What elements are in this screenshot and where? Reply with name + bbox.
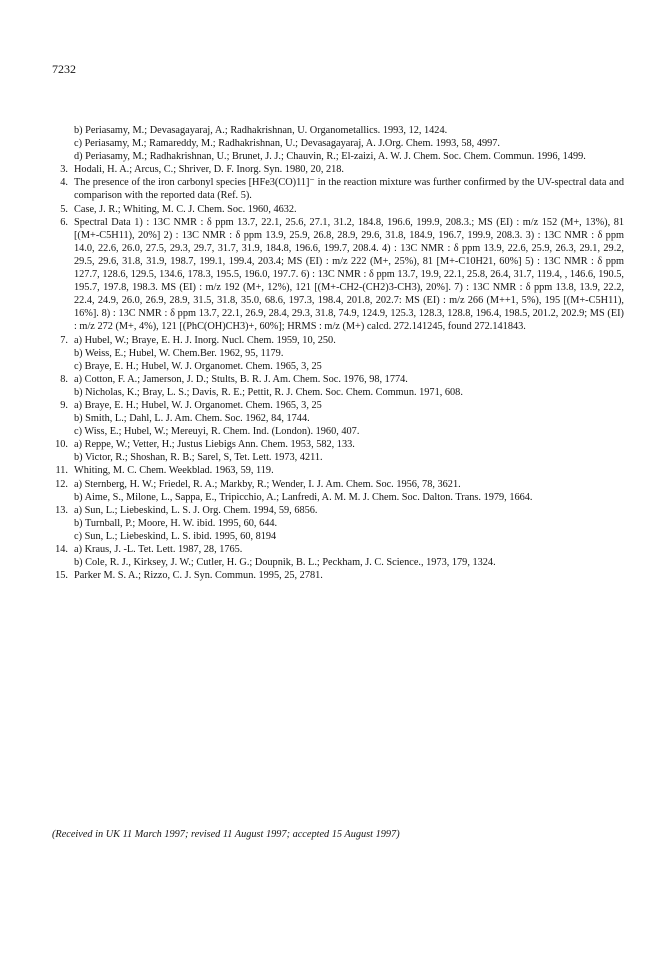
reference-entry: a) Sternberg, H. W.; Friedel, R. A.; Markby, R.; Wender, I. J. Am. Chem. Soc. 1956, 78, 3621. — [74, 478, 461, 490]
reference-number: 6. — [60, 216, 68, 228]
reference-item — [52, 373, 624, 399]
reference-entry: b) Victor, R.; Shoshan, R. B.; Sarel, S, Tet. Lett. 1973, 4211. — [74, 452, 323, 464]
reference-list — [52, 124, 624, 582]
reference-entry: a) Hubel, W.; Braye, E. H. J. Inorg. Nucl. Chem. 1959, 10, 250. — [74, 334, 336, 346]
reference-entry: b) Aime, S., Milone, L., Sappa, E., Tripicchio, A.; Lanfredi, A. M. M. J. Chem. Soc. Dalton. Trans. 1979, 1664. — [74, 491, 533, 503]
reference-body — [74, 124, 624, 163]
reference-number: 12. — [55, 478, 68, 490]
reference-item — [52, 176, 624, 202]
reference-item — [52, 504, 624, 543]
reference-item — [52, 203, 624, 216]
reference-item — [52, 438, 624, 464]
reference-entry: a) Braye, E. H.; Hubel, W. J. Organomet. Chem. 1965, 3, 25 — [74, 399, 322, 411]
reference-entry: b) Nicholas, K.; Bray, L. S.; Davis, R. E.; Pettit, R. J. Chem. Soc. Chem. Commun. 1971, 608. — [74, 386, 463, 398]
reference-entry: Hodali, H. A.; Arcus, C.; Shriver, D. F. Inorg. Syn. 1980, 20, 218. — [74, 164, 345, 176]
reference-body — [74, 176, 624, 202]
reference-entry: a) Cotton, F. A.; Jamerson, J. D.; Stults, B. R. J. Am. Chem. Soc. 1976, 98, 1774. — [74, 373, 408, 385]
reference-item — [52, 334, 624, 373]
reference-body — [74, 543, 624, 569]
reference-entry: Parker M. S. A.; Rizzo, C. J. Syn. Commun. 1995, 25, 2781. — [74, 570, 323, 582]
reference-number: 15. — [55, 570, 68, 582]
reference-item — [52, 478, 624, 504]
reference-item — [52, 543, 624, 569]
reference-item — [52, 399, 624, 438]
reference-body — [74, 504, 624, 543]
reference-entry: a) Sun, L.; Liebeskind, L. S. J. Org. Chem. 1994, 59, 6856. — [74, 504, 318, 516]
reference-entry: Whiting, M. C. Chem. Weekblad. 1963, 59, 119. — [74, 465, 274, 477]
reference-entry: a) Reppe, W.; Vetter, H.; Justus Liebigs Ann. Chem. 1953, 582, 133. — [74, 439, 355, 451]
reference-number: 8. — [60, 373, 68, 385]
reference-number: 5. — [60, 203, 68, 215]
reference-entry: Case, J. R.; Whiting, M. C. J. Chem. Soc. 1960, 4632. — [74, 203, 297, 215]
reference-entry: The presence of the iron carbonyl species [HFe3(CO)11]⁻ in the reaction mixture was further confirmed by the UV-spectral data and comparison with the reported data (Ref. 5). — [74, 177, 624, 202]
reference-item — [52, 464, 624, 477]
reference-number: 10. — [55, 439, 68, 451]
reference-entry: b) Cole, R. J., Kirksey, J. W.; Cutler, H. G.; Doupnik, B. L.; Peckham, J. C. Science., 1973, 179, 1324. — [74, 557, 496, 569]
reference-number — [52, 124, 74, 163]
reference-item — [52, 216, 624, 334]
reference-body — [74, 216, 624, 334]
reference-entry: c) Wiss, E.; Hubel, W.; Mereuyi, R. Chem. Ind. (London). 1960, 407. — [74, 426, 360, 438]
reference-item — [52, 569, 624, 582]
reference-body — [74, 203, 624, 216]
reference-body — [74, 334, 624, 373]
reference-body — [74, 399, 624, 438]
reference-entry: c) Sun, L.; Liebeskind, L. S. ibid. 1995, 60, 8194 — [74, 530, 277, 542]
reference-body — [74, 373, 624, 399]
reference-entry: b) Turnball, P.; Moore, H. W. ibid. 1995, 60, 644. — [74, 517, 278, 529]
reference-body — [74, 464, 624, 477]
reference-entry: a) Kraus, J. -L. Tet. Lett. 1987, 28, 1765. — [74, 544, 243, 555]
reference-number: 3. — [60, 164, 68, 176]
reference-body — [74, 569, 624, 582]
reference-body — [74, 478, 624, 504]
reference-number: 9. — [60, 399, 68, 411]
reference-number: 14. — [55, 544, 68, 555]
reference-body — [74, 163, 624, 176]
reference-number: 11. — [55, 465, 68, 477]
reference-number: 4. — [60, 177, 68, 189]
reference-entry: b) Weiss, E.; Hubel, W. Chem.Ber. 1962, 95, 1179. — [74, 347, 284, 359]
reference-entry: d) Periasamy, M.; Radhakrishnan, U.; Brunet, J. J.; Chauvin, R.; El-zaizi, A. W. J. Chem. Soc. Chem. Commun. 1996, 1499. — [74, 151, 586, 163]
page-number: 7232 — [52, 62, 76, 76]
reference-number: 13. — [55, 504, 68, 516]
reference-item — [52, 124, 624, 163]
reference-entry: b) Periasamy, M.; Devasagayaraj, A.; Radhakrishnan, U. Organometallics. 1993, 12, 1424. — [74, 125, 448, 136]
reference-entry: Spectral Data 1) : 13C NMR : δ ppm 13.7, 22.1, 25.6, 27.1, 31.2, 184.8, 196.6, 199.9, 208.3.; MS (EI) : m/z 152 (M+, 13%), 81 [(M+-C5H11), 20%] 2) : 13C NMR : δ ppm 13.9, 25.9, 26.8, 28.9, 29.6, 31.8, 184.9, 196.7, 199.9, 208.3. 3) : 13C NMR : δ ppm 14.0, 22.6, 26.0, 27.5, 29.3, 29.7, 31.7, 31.9, 184.8, 196.6, 199.7, 208.4. 4) : 13C NMR : δ ppm 13.9, 22.6, 25.9, 26.3, 29.1, 29.2, 29.5, 29.6, 31.8, 31.9, 198.7, 199.1, 199.4, 203.4; MS (EI) : m/z 222 (M+, 25%), 81 [M+-C10H21, 60%] 5) : 13C NMR : δ ppm 127.7, 128.6, 129.5, 134.6, 178.3, 195.5, 196.0, 197.7. 6) : 13C NMR : δ ppm 13.7, 19.9, 22.1, 25.8, 26.4, 31.7, 119.4, , 146.6, 190.5, 195.7, 197.8, 198.3. MS (EI) : m/z 192 (M+, 12%), 121 [(M+-CH2-(CH2)3-CH3), 20%]. 7) : 13C NMR : δ ppm 13.8, 13.9, 22.2, 22.4, 24.9, 26.0, 26.9, 28.9, 31.5, 31.8, 35.0, 68.6, 197.3, 198.4, 201.8, 202.7: MS (EI) : m/z 266 (M++1, 5%), 195 [(M+-C5H11), 16%]. 8) : 13C NMR : δ ppm 13.7, 22.1, 26.9, 28.4, 29.3, 31.8, 74.9, 124.9, 125.3, 128.3, 128.8, 196.4, 198.5, 201.2, 202.9; MS (EI) : m/z 272 (M+, 4%), 121 [(PhC(OH)CH3)+, 60%]; HRMS : m/z (M+) calcd. 272.141245, found 272.141843. — [74, 216, 624, 333]
received-dates-footnote: (Received in UK 11 March 1997; revised 11 August 1997; accepted 15 August 1997) — [52, 829, 400, 840]
reference-entry: b) Smith, L.; Dahl, L. J. Am. Chem. Soc. 1962, 84, 1744. — [74, 413, 310, 425]
reference-number: 7. — [60, 334, 68, 346]
reference-item — [52, 163, 624, 176]
reference-entry: c) Braye, E. H.; Hubel, W. J. Organomet. Chem. 1965, 3, 25 — [74, 360, 322, 372]
reference-entry: c) Periasamy, M.; Ramareddy, M.; Radhakrishnan, U.; Devasagayaraj, A. J.Org. Chem. 1993, 58, 4997. — [74, 138, 500, 150]
reference-body — [74, 438, 624, 464]
